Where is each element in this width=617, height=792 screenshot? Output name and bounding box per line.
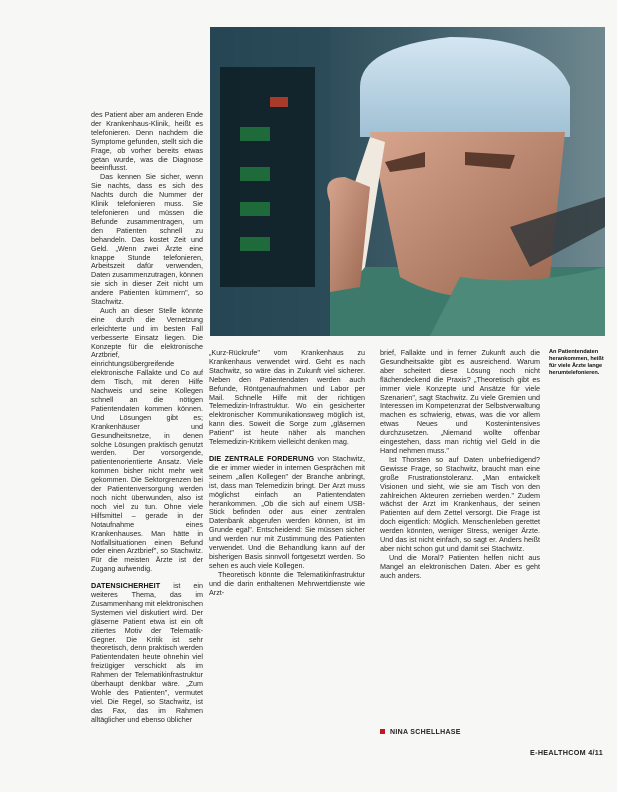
paragraph: Auch an dieser Stelle könnte eine durch die Vernetzung erleichterte und im besten Fall verbesserte Einsatz liegen. Die Konzepte für die elektronische Arztbrief, einrichtungsübergreifende elektronische Fallakte und Co auf dem Tisch, mit deren Hilfe Nachweis und seine Kollegen schnell an die nötigen Patientendaten kommen können. Und Lösungen gibt es; Krankenhäuser und Gesundheitsnetze, in denen solche Lösungen praktisch genutzt werden. Der vorsorgende, patientenorientierte Ansatz. Viele kommen bisher nicht mehr weit gekommen. Die Sektorgrenzen bei der Patientenversorgung werden noch nicht überwunden, also ist noch viel zu tun. Ohne viele Hilfsmittel – gerade in der Notaufnahme eines Krankenhauses. Man hätte in Notfallsituationen einen Befund oder einen Arztbrief", so Stachwitz. Für die meisten Ärzte ist der Zugang aufwendig. — [91, 305, 203, 574]
paragraph: Ist Thorsten so auf Daten unbefriedigend? Gewisse Frage, so Stachwitz, braucht man eine große Frustrationstoleranz. „Man entwickelt Visionen und sieht, wie sie am Tisch von den zahlreichen Akteuren zerrieben werden." Zudem wächst der Arzt im Krankenhaus, der seinen Patienten auf dem Zettel versorgt. Die Frage ist doch eigentlich: Möglich. Menschenleben gerettet werden könnten, weniger Stress, weniger Ärzte. Und das ist nicht einfach, so sagt er. Anders heißt aber nicht schon gut und damit sei Stachwitz. — [380, 454, 540, 553]
author-byline — [380, 729, 461, 736]
photo-illustration — [210, 27, 605, 336]
paragraph: des Patient aber am anderen Ende der Krankenhaus-Klinik, heißt es telefonieren. Denn nachdem die Symptome gefunden, stellt sich die Frage, ob vorher bereits etwas getan wurde, was die Diagnose beeinflusst. — [91, 110, 203, 173]
paragraph — [91, 582, 203, 725]
author-name: NINA SCHELLHASE — [390, 729, 461, 736]
paragraph: Und die Moral? Patienten helfen nicht aus Mangel an elektronischen Daten. Aber es geht auch anders. — [380, 552, 540, 580]
paragraph: Das kennen Sie sicher, wenn Sie nachts, dass es sich des Nachts durch die Nummer der Klinik telefonieren muss. Sie telefonieren und müssen die Befunde zusammentragen, um den Patienten schnell zu behandeln. Das kostet Zeit und Geld. „Wenn zwei Ärzte eine knappe Stunde telefonieren, Arbeitszeit dafür verwenden, Daten zusammenzutragen, können sie sich in dieser Zeit nicht um andere Patienten kümmern", so Stachwitz. — [91, 172, 203, 307]
photo-caption: An Patientendaten herankommen, heißt für viele Ärzte lange herumtelefonieren. — [549, 349, 604, 376]
paragraph: „Kurz-Rückrufe" vom Krankenhaus zu Krankenhaus verwendet wird. Geht es nach Stachwitz, so wäre das in Zukunft viel sicherer. Neben den Patientendaten werden auch Befunde, Röntgenaufnahmen und Labor per Mail. Schnelle Hilfe mit der richtigen Telemedizin-Infrastruktur. Wo ein gesicherter elektronischer Kommunikationsweg möglich ist, kann dies. Soweit die Sorge zum „gläsernen Patient" ist heute näher als manchen Telemedizin-Kritikern vielleicht denken mag. — [209, 348, 365, 447]
section-heading: DATENSICHERHEIT — [91, 581, 161, 591]
paragraph — [209, 455, 365, 571]
paragraph: Theoretisch könnte die Telematikinfrastruktur und die darin enthaltenen Mehrwertdienste wie Arzt- — [209, 569, 365, 597]
section-heading: DIE ZENTRALE FORDERUNG — [209, 453, 315, 463]
article-column-2 — [209, 349, 365, 597]
paragraph: brief, Fallakte und in ferner Zukunft auch die Gesundheitsakte gibt es ausreichend. Warum aber scheitert diese Lösung noch nicht flächendeckend die Praxis? „Theoretisch gibt es immer viele Konzepte und Ansätze für viele Szenarien", sagt Stachwitz. Zu viele Gremien und Interessen im Kompetenzrat der Selbstverwaltung machen es schwierig, etwas, was die vor allem etwas Neues und Kostenintensives durchzusetzen. „Niemand wollte offenbar eingestehen, dass man richtig viel Geld in die Hand nehmen muss." — [380, 348, 540, 455]
red-square-icon — [380, 729, 385, 734]
article-column-3 — [380, 349, 540, 581]
page-footer: E-HEALTHCOM 4/11 — [530, 748, 603, 757]
article-column-1 — [91, 111, 203, 725]
doctor-phone-photo — [210, 27, 605, 336]
paragraph-text: ist ein weiteres Thema, das im Zusammenhang mit elektronischen Systemen viel diskutiert wird. Der gläserne Patient etwa ist ein oft zitiertes Motiv der Telematik-Gegner. Die Kritik ist sehr theoretisch, denn praktisch werden Patientendaten heute ohnehin viel freizügiger verschickt als im Rahmen der Telematikinfrastruktur überhaupt denkbar wäre. „Zum Wohle des Patienten", vermutet viel. Die Regel, so Stachwitz, ist das Fax, das im Rahmen alltäglicher und ebenso üblicher — [91, 581, 203, 724]
paragraph-text: von Stachwitz, die er immer wieder in internen Gesprächen mit seinem „allen Kollegen" der Branche anbringt, ist, dass man Telemedizin bringt. Der Arzt muss möglichst einfach an Patientendaten herankommen. „Ob die sich auf einem USB-Stick befinden oder aus einer zentralen Datenbank abgerufen werden können, ist im Grunde egal". Entscheidend: Sie müssen sicher und werden nur mit Zustimmung des Patienten verwendet. Und die Behandlung kann auf der bisherigen Basis sinnvoll fortgesetzt werden. So sehen es auch viele Kollegen. — [209, 453, 366, 570]
